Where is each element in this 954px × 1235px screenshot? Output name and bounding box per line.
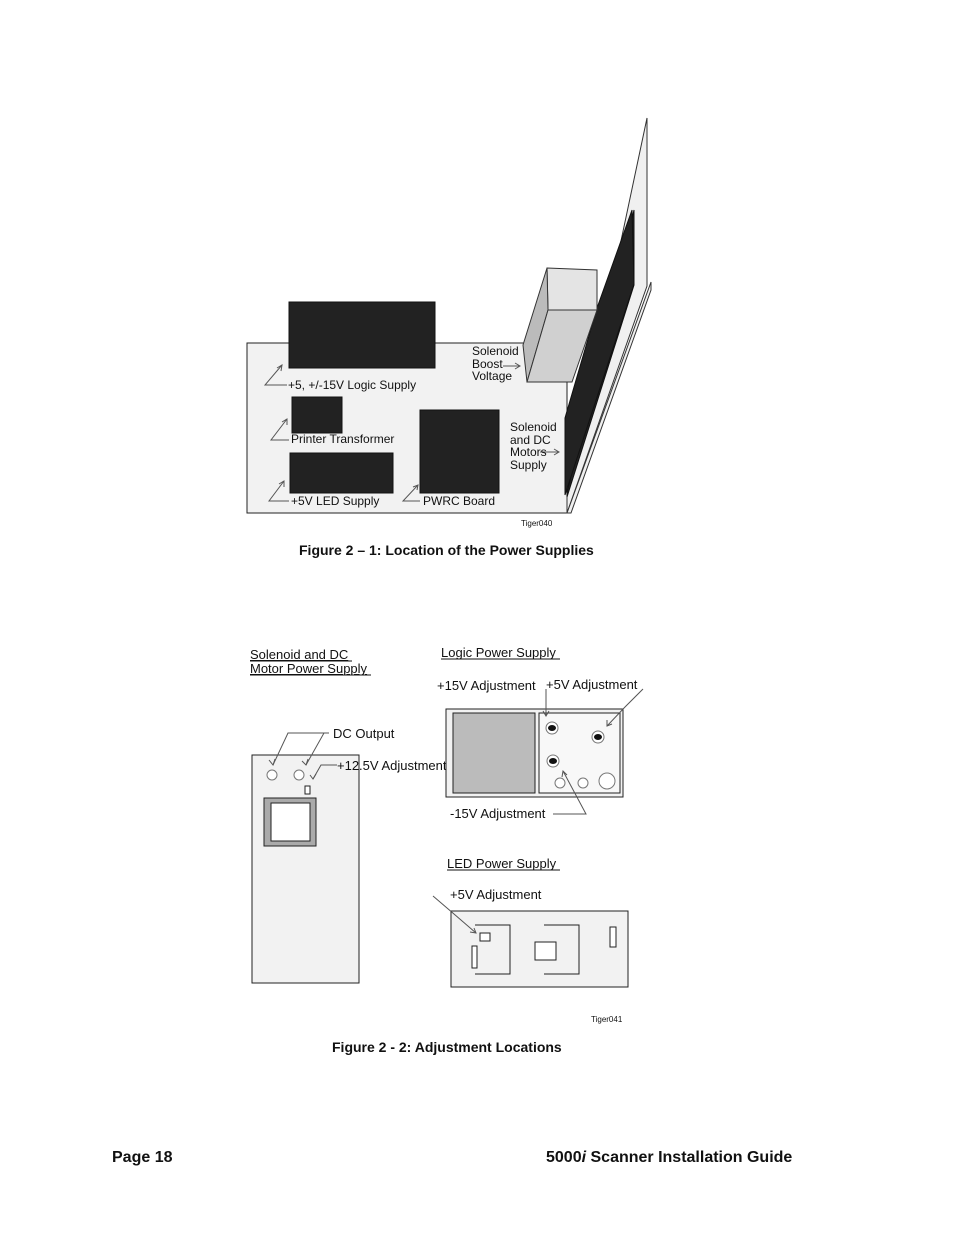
logic-terminal-2 bbox=[578, 778, 588, 788]
label-solenoid-dc-3: Motors bbox=[510, 445, 547, 459]
logic-supply-block bbox=[289, 302, 435, 368]
label-adj-5v-led: +5V Adjustment bbox=[450, 887, 542, 902]
figure2-ref: Tiger041 bbox=[591, 1015, 623, 1024]
label-solenoid-dc-2: and DC bbox=[510, 433, 551, 447]
label-led-supply: +5V LED Supply bbox=[291, 494, 380, 508]
document-title bbox=[546, 1149, 792, 1167]
model-number: 5000 bbox=[546, 1149, 582, 1166]
model-suffix: i bbox=[581, 1149, 587, 1166]
label-adj-5v-logic: +5V Adjustment bbox=[546, 677, 638, 692]
adj-15v-pot-center bbox=[548, 725, 556, 731]
page-number: Page 18 bbox=[112, 1149, 173, 1166]
solenoid-title-1: Solenoid and DC bbox=[250, 647, 349, 662]
logic-transformer bbox=[453, 713, 535, 793]
pwrc-board-block bbox=[420, 410, 499, 493]
solenoid-component-inner bbox=[271, 803, 310, 841]
label-pwrc-board: PWRC Board bbox=[423, 494, 496, 508]
figure1-caption: Figure 2 – 1: Location of the Power Supplies bbox=[299, 542, 594, 558]
label-adj-12-5v: +12.5V Adjustment bbox=[337, 758, 447, 773]
label-solenoid-dc-4: Supply bbox=[510, 458, 547, 472]
label-solenoid-boost-3: Voltage bbox=[472, 369, 513, 383]
guide-title: Scanner Installation Guide bbox=[586, 1149, 793, 1166]
label-solenoid-dc-1: Solenoid bbox=[510, 420, 557, 434]
figure-power-supplies-location bbox=[247, 118, 651, 558]
solenoid-dc-board bbox=[252, 755, 359, 983]
adj-neg15v-pot-center bbox=[549, 758, 557, 764]
label-logic-supply: +5, +/-15V Logic Supply bbox=[288, 378, 417, 392]
logic-title: Logic Power Supply bbox=[441, 645, 556, 660]
label-solenoid-boost-1: Solenoid bbox=[472, 344, 519, 358]
leader-adj-5v-logic bbox=[607, 689, 643, 726]
dc-output-terminal-2 bbox=[294, 770, 304, 780]
label-solenoid-boost-2: Boost bbox=[472, 357, 503, 371]
led-power-board bbox=[451, 911, 628, 987]
label-adj-neg15v: -15V Adjustment bbox=[450, 806, 546, 821]
solenoid-boost-box-top bbox=[547, 268, 597, 310]
figure1-ref: Tiger040 bbox=[521, 519, 553, 528]
label-adj-15v: +15V Adjustment bbox=[437, 678, 536, 693]
logic-power-board bbox=[446, 709, 623, 797]
led-connector-right bbox=[610, 927, 616, 947]
led-title: LED Power Supply bbox=[447, 856, 557, 871]
led-supply-block bbox=[290, 453, 393, 493]
label-dc-output: DC Output bbox=[333, 726, 395, 741]
adj-5v-led-pot bbox=[480, 933, 490, 941]
logic-terminal-3 bbox=[599, 773, 615, 789]
adj-5v-logic-pot-center bbox=[594, 734, 602, 740]
dc-output-terminal-1 bbox=[267, 770, 277, 780]
led-chip bbox=[535, 942, 556, 960]
logic-terminal-1 bbox=[555, 778, 565, 788]
label-printer-transformer: Printer Transformer bbox=[291, 432, 395, 446]
solenoid-title-2: Motor Power Supply bbox=[250, 661, 368, 676]
led-connector-left bbox=[472, 946, 477, 968]
figure2-caption: Figure 2 - 2: Adjustment Locations bbox=[332, 1039, 562, 1055]
figure-adjustment-locations bbox=[250, 645, 643, 1055]
adj-12-5v-pot bbox=[305, 786, 310, 794]
printer-transformer-block bbox=[292, 397, 342, 433]
